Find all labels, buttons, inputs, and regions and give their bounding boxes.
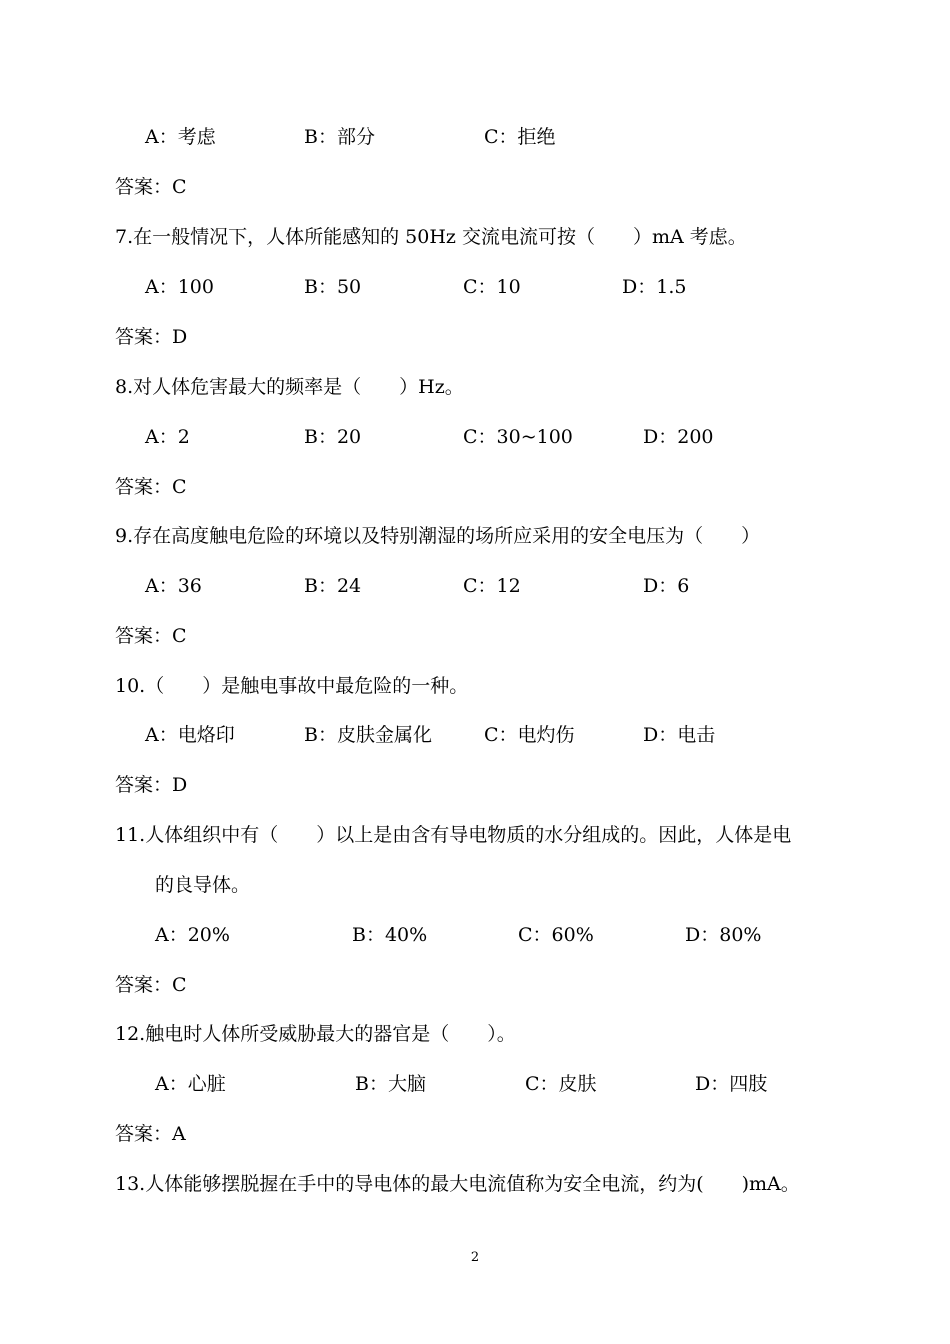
q11-option-c: C：60% xyxy=(518,924,594,946)
q12-option-a: A：心脏 xyxy=(155,1073,226,1095)
q6-answer: 答案：C xyxy=(115,176,187,198)
q11-option-d: D：80% xyxy=(685,924,762,946)
q10-option-a: A：电烙印 xyxy=(145,724,235,746)
q9-question: 9.存在高度触电危险的环境以及特别潮湿的场所应采用的安全电压为（ ） xyxy=(115,525,761,547)
q8-question: 8.对人体危害最大的频率是（ ）Hz。 xyxy=(115,376,464,398)
q7-option-d: D：1.5 xyxy=(622,276,687,298)
q12-answer: 答案：A xyxy=(115,1123,186,1145)
q8-option-d: D：200 xyxy=(643,426,714,448)
q10-option-d: D：电击 xyxy=(643,724,716,746)
q11-question-line1: 11.人体组织中有（ ）以上是由含有导电物质的水分组成的。因此，人体是电 xyxy=(115,824,792,846)
q11-question-line2: 的良导体。 xyxy=(155,874,251,896)
q12-option-b: B：大脑 xyxy=(355,1073,426,1095)
q6-option-a: A：考虑 xyxy=(145,126,216,148)
q7-answer: 答案：D xyxy=(115,326,188,348)
q7-question: 7.在一般情况下，人体所能感知的 50Hz 交流电流可按（ ）mA 考虑。 xyxy=(115,226,747,248)
page-number: 2 xyxy=(470,1250,480,1265)
q12-question: 12.触电时人体所受威胁最大的器官是（ ）。 xyxy=(115,1023,516,1045)
q9-option-b: B：24 xyxy=(304,575,362,597)
q7-option-a: A：100 xyxy=(145,276,214,298)
q12-option-c: C：皮肤 xyxy=(525,1073,597,1095)
q7-option-c: C：10 xyxy=(463,276,521,298)
q10-option-c: C：电灼伤 xyxy=(484,724,575,746)
q6-option-c: C：拒绝 xyxy=(484,126,556,148)
q13-question: 13.人体能够摆脱握在手中的导电体的最大电流值称为安全电流，约为( )mA。 xyxy=(115,1173,800,1195)
q7-option-b: B：50 xyxy=(304,276,362,298)
q10-option-b: B：皮肤金属化 xyxy=(304,724,432,746)
q8-option-b: B：20 xyxy=(304,426,362,448)
q10-question: 10.（ ）是触电事故中最危险的一种。 xyxy=(115,675,469,697)
q8-answer: 答案：C xyxy=(115,476,187,498)
q12-option-d: D：四肢 xyxy=(695,1073,768,1095)
q9-option-a: A：36 xyxy=(145,575,202,597)
q6-option-b: B：部分 xyxy=(304,126,375,148)
q9-option-d: D：6 xyxy=(643,575,690,597)
q8-option-a: A：2 xyxy=(145,426,190,448)
q10-answer: 答案：D xyxy=(115,774,188,796)
q11-option-a: A：20% xyxy=(155,924,230,946)
q8-option-c: C：30~100 xyxy=(463,426,573,448)
q11-option-b: B：40% xyxy=(352,924,428,946)
q9-answer: 答案：C xyxy=(115,625,187,647)
q11-answer: 答案：C xyxy=(115,974,187,996)
q9-option-c: C：12 xyxy=(463,575,521,597)
